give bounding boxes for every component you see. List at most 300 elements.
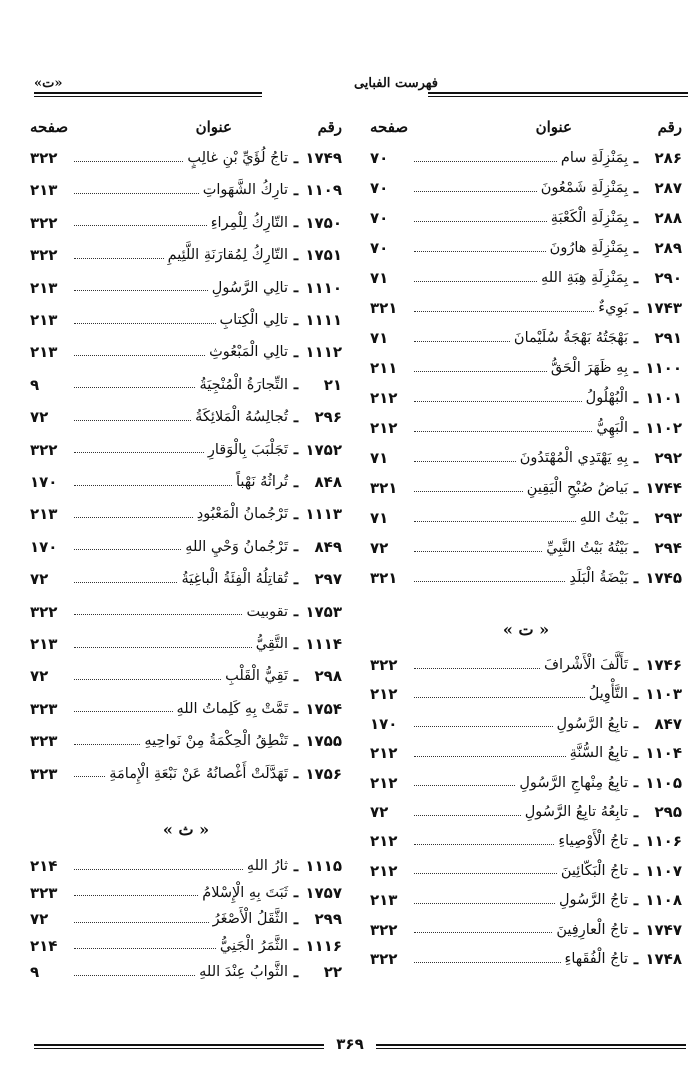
entry-dash: ـ — [633, 269, 639, 287]
dot-leader — [74, 549, 181, 550]
entry-dash: ـ — [293, 570, 299, 588]
dot-leader — [414, 551, 542, 552]
index-entry — [370, 828, 682, 854]
dot-leader — [414, 281, 537, 282]
dot-leader — [74, 975, 195, 976]
index-entry — [30, 145, 342, 171]
entry-title: بِمَنْزِلَةِ شَمْعُونَ — [540, 180, 628, 196]
entry-page: ۹ — [30, 375, 40, 394]
index-entry — [30, 696, 342, 722]
index-entry — [370, 385, 682, 411]
index-entry — [30, 906, 342, 932]
index-entry — [370, 946, 682, 972]
entry-title: تَهَدَّلَتْ أَغْصانُهُ عَنْ نَبْعَةِ الْإِمامَةِ — [109, 765, 288, 782]
entry-number: ۱۷۵۲ — [305, 440, 342, 459]
dot-leader — [414, 785, 515, 786]
dot-leader — [74, 355, 205, 356]
entry-number: ۱۱۰۰ — [645, 359, 682, 377]
entry-page: ۳۲۳ — [30, 764, 58, 783]
entry-number: ۱۱۱۲ — [305, 343, 342, 362]
dot-leader — [74, 420, 191, 421]
entry-title: بَيْضَةُ الْبَلَدِ — [569, 570, 628, 586]
entry-number: ۱۷۴۵ — [645, 569, 682, 587]
entry-dash: ـ — [633, 715, 639, 733]
entry-title: الْبَهِيُّ — [596, 420, 628, 436]
index-entry — [30, 404, 342, 430]
entry-page: ۷۰ — [370, 239, 389, 257]
section-heading-ta: « ت » — [502, 620, 550, 639]
entry-dash: ـ — [633, 389, 639, 407]
entry-dash: ـ — [633, 479, 639, 497]
entry-page: ۷۱ — [370, 509, 389, 527]
entry-dash: ـ — [293, 311, 299, 329]
entry-number: ۲۸۶ — [654, 149, 682, 167]
column-header-number: رقم — [657, 118, 682, 136]
entry-dash: ـ — [633, 656, 639, 674]
entry-number: ۲۹۶ — [314, 408, 342, 427]
index-entry — [370, 917, 682, 943]
entry-dash: ـ — [293, 635, 299, 653]
dot-leader — [414, 191, 537, 192]
entry-dash: ـ — [633, 239, 639, 257]
entry-dash: ـ — [293, 667, 299, 685]
entry-title: بَوِيءٌ — [598, 300, 628, 316]
index-entry — [370, 799, 682, 825]
dot-leader — [74, 744, 140, 745]
entry-title: تابِعُ مِنْهاجِ الرَّسُولِ — [519, 774, 628, 791]
entry-number: ۱۷۵۵ — [305, 732, 342, 751]
entry-title: تَرْجُمانُ وَحْيِ اللهِ — [185, 538, 288, 555]
entry-title: تاجُ الْأَوْصِياءِ — [558, 833, 628, 850]
entry-number: ۱۷۵۰ — [305, 213, 342, 232]
entry-dash: ـ — [633, 569, 639, 587]
dot-leader — [74, 452, 204, 453]
index-entry — [370, 770, 682, 796]
dot-leader — [74, 193, 199, 194]
index-entry — [30, 307, 342, 333]
column-header-title: عنوان — [195, 118, 232, 136]
entry-title: بِهِ ظَهَرَ الْحَقُّ — [550, 360, 628, 376]
dot-leader — [74, 323, 216, 324]
entry-title: ثَبَتَ بِهِ الْإِسْلامُ — [202, 884, 288, 901]
entry-number: ۱۷۵۶ — [305, 764, 342, 783]
dot-leader — [414, 668, 540, 669]
entry-dash: ـ — [293, 963, 299, 981]
entry-title: بِمَنْزِلَةِ سام — [560, 150, 628, 166]
entry-number: ۱۱۰۹ — [305, 181, 342, 200]
index-entry — [370, 355, 682, 381]
entry-page: ۷۲ — [30, 910, 49, 928]
entry-number: ۸۴۹ — [314, 537, 342, 556]
entry-page: ۷۰ — [370, 149, 389, 167]
index-entry — [30, 880, 342, 906]
entry-dash: ـ — [293, 408, 299, 426]
entry-dash: ـ — [633, 299, 639, 317]
entry-title: بِمَنْزِلَةِ الْكَعْبَةِ — [550, 210, 628, 226]
entry-number: ۱۱۱۰ — [305, 278, 342, 297]
right-index-column — [370, 0, 682, 1070]
entry-title: تاجُ الْبَكّائِينَ — [560, 862, 628, 879]
entry-page: ۳۲۲ — [30, 602, 58, 621]
entry-dash: ـ — [293, 505, 299, 523]
index-entry — [30, 210, 342, 236]
entry-dash: ـ — [293, 538, 299, 556]
dot-leader — [414, 962, 561, 963]
index-entry — [30, 933, 342, 959]
entry-number: ۲۹۱ — [654, 329, 682, 347]
dot-leader — [74, 869, 243, 870]
dot-leader — [74, 387, 195, 388]
entry-dash: ـ — [293, 473, 299, 491]
footer-rule-left — [34, 1044, 324, 1049]
index-entry — [30, 275, 342, 301]
index-entry — [30, 853, 342, 879]
entry-dash: ـ — [293, 376, 299, 394]
entry-title: تَمَّتْ بِهِ كَلِماتُ اللهِ — [176, 700, 288, 717]
dot-leader — [74, 225, 207, 226]
entry-number: ۱۷۴۹ — [305, 149, 342, 167]
dot-leader — [74, 485, 232, 486]
entry-page: ۲۱۳ — [370, 891, 398, 910]
index-entry — [370, 445, 682, 471]
dot-leader — [74, 895, 198, 896]
entry-page: ۳۲۱ — [370, 299, 398, 317]
entry-title: تُجالِسُهُ الْمَلائِكَةُ — [195, 409, 288, 426]
entry-dash: ـ — [633, 539, 639, 557]
dot-leader — [414, 903, 555, 904]
entry-dash: ـ — [633, 891, 639, 909]
entry-page: ۳۲۲ — [30, 149, 58, 167]
entry-dash: ـ — [293, 765, 299, 783]
entry-page: ۳۲۲ — [30, 213, 58, 232]
entry-dash: ـ — [293, 214, 299, 232]
index-entry — [370, 295, 682, 321]
running-header-title: فهرست الفبایی — [353, 76, 438, 91]
index-entry — [30, 372, 342, 398]
entry-page: ۱۷۰ — [370, 714, 398, 733]
index-entry — [370, 265, 682, 291]
entry-page: ۷۱ — [370, 449, 389, 467]
entry-number: ۸۴۷ — [654, 714, 682, 733]
entry-dash: ـ — [293, 937, 299, 954]
dot-leader — [74, 582, 177, 583]
dot-leader — [74, 922, 209, 923]
entry-page: ۳۲۱ — [370, 479, 398, 497]
column-header-title: عنوان — [535, 118, 572, 136]
dot-leader — [414, 491, 523, 492]
entry-number: ۱۷۴۷ — [645, 920, 682, 939]
index-entry — [370, 565, 682, 591]
entry-number: ۱۱۰۵ — [645, 773, 682, 792]
entry-number: ۲۸۹ — [654, 239, 682, 257]
dot-leader — [74, 776, 105, 777]
entry-title: بِمَنْزِلَةِ هِبَةِ اللهِ — [540, 270, 628, 286]
dot-leader — [74, 258, 164, 259]
entry-page: ۲۱۳ — [30, 278, 58, 297]
index-entry — [30, 437, 342, 463]
index-entry — [370, 145, 682, 171]
entry-dash: ـ — [633, 921, 639, 939]
entry-dash: ـ — [293, 441, 299, 459]
dot-leader — [414, 932, 552, 933]
index-entry — [30, 242, 342, 268]
dot-leader — [414, 815, 521, 816]
entry-number: ۱۷۵۷ — [305, 883, 342, 902]
entry-number: ۱۷۵۴ — [305, 699, 342, 718]
page-number: ۳۶۹ — [336, 1035, 364, 1053]
entry-title: التّارِكُ لِلْمِراءِ — [210, 214, 288, 231]
entry-page: ۱۷۰ — [30, 537, 58, 556]
entry-number: ۲۹۳ — [654, 509, 682, 527]
entry-title: التِّجارَةُ الْمُنْجِيَةُ — [199, 376, 288, 393]
entry-dash: ـ — [633, 832, 639, 850]
index-entry — [370, 887, 682, 913]
entry-number: ۱۱۰۲ — [645, 419, 682, 437]
entry-dash: ـ — [633, 509, 639, 527]
entry-dash: ـ — [293, 246, 299, 264]
dot-leader — [414, 697, 585, 698]
entry-dash: ـ — [293, 857, 299, 875]
entry-number: ۱۷۴۳ — [645, 299, 682, 317]
index-entry — [30, 339, 342, 365]
dot-leader — [414, 581, 565, 582]
entry-page: ۹ — [30, 963, 40, 981]
entry-number: ۲۹۸ — [314, 667, 342, 686]
footer-rule-right — [376, 1044, 686, 1049]
entry-number: ۱۱۰۸ — [645, 891, 682, 910]
entry-dash: ـ — [633, 774, 639, 792]
entry-page: ۷۲ — [370, 539, 389, 557]
dot-leader — [414, 726, 553, 727]
entry-page: ۲۱۲ — [370, 832, 398, 851]
entry-page: ۳۲۲ — [370, 950, 398, 968]
entry-page: ۲۱۱ — [370, 359, 398, 377]
entry-dash: ـ — [293, 910, 299, 928]
entry-title: تقوبيت — [246, 603, 288, 620]
entry-page: ۷۲ — [30, 570, 49, 589]
entry-title: ثارُ اللهِ — [246, 858, 288, 874]
dot-leader — [414, 756, 566, 757]
index-entry — [370, 858, 682, 884]
entry-number: ۲۹۹ — [314, 910, 342, 928]
entry-page: ۲۱۴ — [30, 936, 58, 955]
left-index-column — [30, 0, 342, 1070]
index-entry — [370, 235, 682, 261]
entry-number: ۲۲ — [323, 963, 342, 981]
entry-number: ۱۱۰۶ — [645, 832, 682, 851]
entry-title: الْبُهْلُولُ — [585, 390, 628, 406]
entry-number: ۲۹۵ — [654, 803, 682, 821]
entry-title: تابِعُ السُّنَّةِ — [569, 745, 628, 762]
entry-page: ۲۱۲ — [370, 389, 398, 407]
entry-page: ۷۱ — [370, 269, 389, 287]
entry-dash: ـ — [633, 359, 639, 377]
dot-leader — [74, 290, 208, 291]
dot-leader — [74, 679, 221, 680]
entry-title: تارِكُ الشَّهَواتِ — [202, 182, 288, 199]
column-header-page: صفحه — [30, 118, 69, 136]
index-entry — [370, 505, 682, 531]
index-entry — [370, 325, 682, 351]
entry-number: ۱۱۱۵ — [305, 857, 342, 875]
index-entry — [370, 535, 682, 561]
dot-leader — [414, 311, 594, 312]
entry-number: ۱۷۵۳ — [305, 602, 342, 621]
dot-leader — [74, 517, 193, 518]
entry-title: تاجُ لُؤَيِّ بْنِ غالِبٍ — [187, 150, 288, 166]
entry-page: ۷۰ — [370, 179, 389, 197]
entry-number: ۲۹۲ — [654, 449, 682, 467]
index-entry — [30, 599, 342, 625]
entry-number: ۱۱۰۷ — [645, 861, 682, 880]
entry-dash: ـ — [633, 862, 639, 880]
entry-page: ۷۲ — [30, 667, 49, 686]
entry-page: ۷۲ — [30, 408, 49, 427]
dot-leader — [414, 521, 576, 522]
index-entry — [370, 205, 682, 231]
index-entry — [30, 728, 342, 754]
dot-leader — [414, 461, 516, 462]
entry-number: ۲۹۷ — [314, 570, 342, 589]
entry-title: التّارِكُ لِمُقارَنَةِ اللَّئِيمِ — [167, 247, 288, 264]
entry-page: ۳۲۱ — [370, 569, 398, 587]
entry-title: تَرْجُمانُ الْمَعْبُودِ — [196, 506, 288, 523]
dot-leader — [414, 251, 546, 252]
entry-number: ۲۸۷ — [654, 179, 682, 197]
entry-number: ۱۱۰۴ — [645, 744, 682, 763]
entry-page: ۷۱ — [370, 329, 389, 347]
entry-title: تُقاتِلُهُ الْفِئَةُ الْباغِيَةُ — [181, 571, 288, 588]
entry-title: بِمَنْزِلَةِ هارُونَ — [549, 240, 628, 256]
entry-title: تَأَلَّفَ الْأَشْرافَ — [544, 657, 628, 673]
entry-dash: ـ — [633, 449, 639, 467]
entry-title: التَّأْوِيلُ — [588, 686, 628, 703]
entry-page: ۲۱۳ — [30, 505, 58, 524]
entry-page: ۲۱۳ — [30, 343, 58, 362]
entry-page: ۳۲۲ — [370, 656, 398, 674]
dot-leader — [74, 647, 252, 648]
entry-title: تاجُ الْفُقَهاءِ — [564, 951, 628, 967]
index-entry — [370, 711, 682, 737]
dot-leader — [414, 873, 557, 874]
index-entry — [370, 740, 682, 766]
entry-title: التَّقِيُّ — [255, 636, 288, 652]
entry-title: تاجُ الْعارِفِينَ — [556, 921, 628, 938]
entry-number: ۱۷۴۸ — [645, 950, 682, 968]
entry-title: تالِي الْمَبْعُوثِ — [209, 344, 288, 361]
entry-dash: ـ — [633, 209, 639, 227]
entry-page: ۲۱۳ — [30, 181, 58, 200]
entry-dash: ـ — [633, 803, 639, 821]
entry-page: ۲۱۲ — [370, 744, 398, 763]
entry-title: تالِي الرَّسُولِ — [211, 279, 288, 296]
dot-leader — [74, 614, 242, 615]
entry-page: ۲۱۴ — [30, 857, 58, 875]
entry-title: بَيْتُ اللهِ — [579, 510, 628, 526]
section-heading-tha: « ث » — [162, 820, 210, 839]
entry-number: ۱۷۴۴ — [645, 479, 682, 497]
entry-page: ۷۰ — [370, 209, 389, 227]
entry-number: ۱۱۰۱ — [645, 389, 682, 407]
dot-leader — [74, 161, 183, 162]
dot-leader — [414, 844, 554, 845]
entry-number: ۱۱۱۴ — [305, 635, 342, 653]
column-header-page: صفحه — [370, 118, 409, 136]
entry-title: تابِعُهُ تابِعُ الرَّسُولِ — [524, 804, 628, 820]
entry-dash: ـ — [293, 884, 299, 901]
entry-dash: ـ — [293, 700, 299, 718]
entry-page: ۲۱۲ — [370, 861, 398, 880]
entry-page: ۱۷۰ — [30, 473, 58, 491]
index-entry — [30, 631, 342, 657]
entry-page: ۳۲۲ — [30, 246, 58, 265]
entry-dash: ـ — [293, 603, 299, 621]
index-entry — [30, 501, 342, 527]
entry-dash: ـ — [633, 950, 639, 968]
entry-number: ۱۷۴۶ — [645, 656, 682, 674]
entry-page: ۲۱۳ — [30, 635, 58, 653]
entry-page: ۳۲۳ — [30, 699, 58, 718]
entry-number: ۲۹۴ — [654, 539, 682, 557]
entry-page: ۳۲۲ — [30, 440, 58, 459]
entry-dash: ـ — [293, 181, 299, 199]
entry-page: ۳۲۳ — [30, 732, 58, 751]
entry-number: ۲۱ — [323, 375, 342, 394]
entry-page: ۳۲۳ — [30, 883, 58, 902]
entry-page: ۳۲۲ — [370, 920, 398, 939]
dot-leader — [414, 221, 547, 222]
index-entry — [370, 415, 682, 441]
entry-title: تَجَلْبَبَ بِالْوَقارِ — [207, 441, 288, 458]
index-entry — [370, 681, 682, 707]
entry-dash: ـ — [293, 149, 299, 167]
entry-title: تابِعُ الرَّسُولِ — [556, 715, 628, 732]
index-entry — [370, 475, 682, 501]
entry-title: الثَّقَلُ الْأَصْغَرُ — [212, 911, 288, 927]
entry-title: تَقِيُّ الْقَلْبِ — [225, 668, 288, 685]
index-entry — [370, 175, 682, 201]
dot-leader — [414, 371, 547, 372]
entry-dash: ـ — [293, 279, 299, 297]
entry-title: بَهْجَتُهُ بَهْجَةُ سُلَيْمانَ — [513, 330, 628, 346]
entry-number: ۱۱۱۱ — [305, 311, 342, 329]
entry-number: ۲۹۰ — [654, 269, 682, 287]
entry-dash: ـ — [633, 329, 639, 347]
entry-page: ۲۱۲ — [370, 419, 398, 437]
entry-page: ۲۱۳ — [30, 311, 58, 329]
entry-title: بَيْتُهُ بَيْتُ النَّبِيِّ — [546, 540, 628, 556]
entry-number: ۲۸۸ — [654, 209, 682, 227]
entry-title: تُراثُهُ نَهْباً — [236, 474, 288, 490]
entry-number: ۱۱۱۳ — [305, 505, 342, 524]
entry-dash: ـ — [633, 744, 639, 762]
index-entry — [30, 534, 342, 560]
index-entry — [30, 761, 342, 787]
entry-title: الثَّمَرُ الْجَنِيُّ — [219, 937, 288, 954]
dot-leader — [414, 341, 510, 342]
entry-number: ۱۱۱۶ — [305, 936, 342, 955]
dot-leader — [414, 431, 592, 432]
entry-number: ۸۴۸ — [314, 473, 342, 491]
entry-dash: ـ — [633, 419, 639, 437]
entry-title: تالِي الْكِتابِ — [219, 312, 288, 328]
entry-dash: ـ — [633, 179, 639, 197]
index-entry — [30, 566, 342, 592]
dot-leader — [74, 948, 216, 949]
entry-dash: ـ — [633, 685, 639, 703]
dot-leader — [74, 711, 173, 712]
entry-page: ۲۱۲ — [370, 685, 398, 704]
